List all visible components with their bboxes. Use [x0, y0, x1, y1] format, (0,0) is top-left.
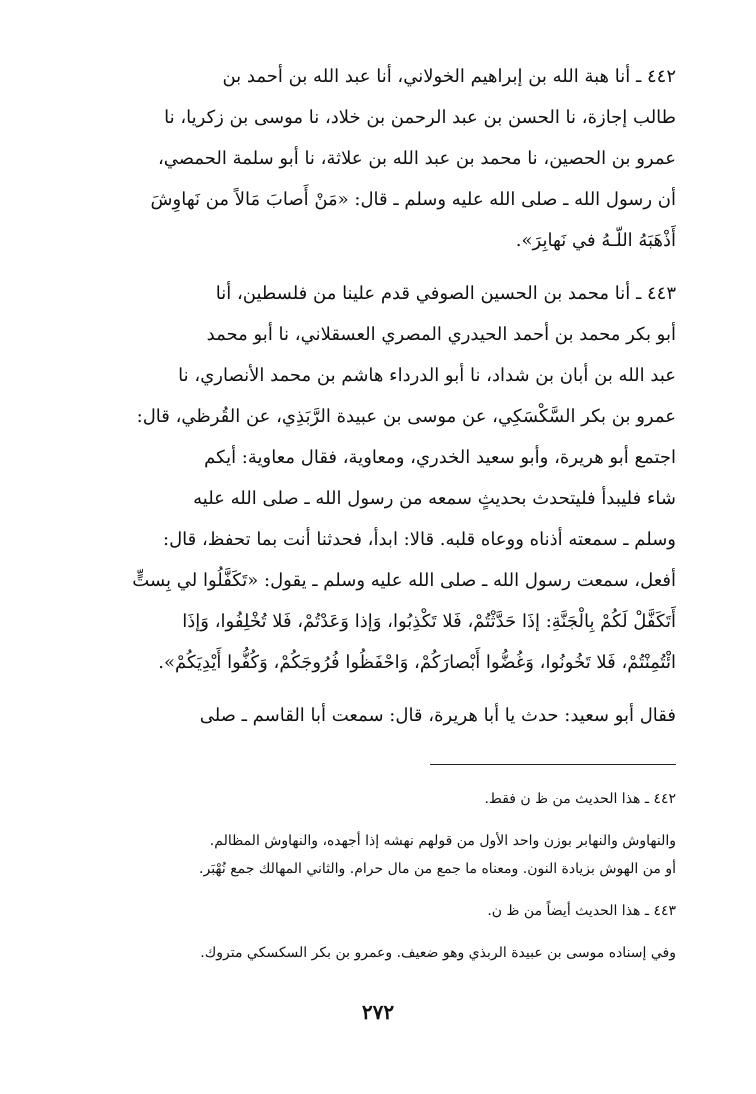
text-line: أفعل، سمعت رسول الله ـ صلى الله عليه وسلم ـ يقول: «تَكَفَّلُوا لي بِستٍّ	[132, 570, 676, 591]
text-line: ٤٤٢ ـ أنا هبة الله بن إبراهيم الخولاني، أنا عبد الله بن أحمد بن	[222, 66, 676, 87]
text-line: طالب إجازة، نا الحسن بن عبد الرحمن بن خلاد، نا موسى بن زكريا، نا	[164, 107, 676, 128]
footnote-443-line: وفي إسناده موسى بن عبيدة الربذي وهو ضعيف. وعمرو بن بكر السكسكي متروك.	[200, 945, 676, 961]
text-line: أَتَكَفَّلْ لَكُمْ بِالْجَنَّةِ: إذَا حَدَّثْتُمْ، فَلا تَكْذِبُوا، وَإذا وَعَدْتُمْ، فَلا تُخْلِفُوا، وَإذَا	[182, 611, 676, 632]
footnote-442-line: أو من الهوش بزيادة النون. ومعناه ما جمع من مال حرام. والثاني المهالك جمع نُهْبَر.	[199, 861, 676, 877]
footnote-divider	[430, 764, 676, 765]
footnote-443-title: ٤٤٣ ـ هذا الحديث أيضاً من ظ ن.	[487, 903, 676, 919]
text-line: فقال أبو سعيد: حدث يا أبا هريرة، قال: سمعت أبا القاسم ـ صلى	[199, 705, 676, 726]
text-line: شاء فليبدأ فليتحدث بحديثٍ سمعه من رسول الله ـ صلى الله عليه	[193, 488, 676, 509]
text-line: عبد الله بن أبان بن شداد، نا أبو الدرداء هاشم بن محمد الأنصاري، نا	[178, 365, 676, 386]
text-line: أَذْهَبَهُ اللّـهُ في نَهابِرَ».	[515, 230, 676, 251]
hadith-443-paragraph	[78, 273, 676, 683]
text-line: عمرو بن الحصين، نا محمد بن عبد الله بن علاثة، نا أبو سلمة الحمصي،	[157, 148, 676, 169]
text-line: وسلم ـ سمعته أذناه ووعاه قلبه. قالا: ابدأ، فحدثنا أنت بما تحفظ، قال:	[163, 529, 676, 550]
text-line: أن رسول الله ـ صلى الله عليه وسلم ـ قال: «مَنْ أَصابَ مَالاً من نَهاوِشَ	[150, 189, 676, 210]
text-line: أبو بكر محمد بن أحمد الحيدري المصري العسقلاني، نا أبو محمد	[206, 324, 676, 345]
footnote-442-title: ٤٤٢ ـ هذا الحديث من ظ ن فقط.	[484, 791, 676, 807]
hadith-442-paragraph	[78, 56, 676, 261]
main-text	[78, 56, 676, 736]
footnotes	[78, 785, 676, 967]
page-number: ٢٧٢	[361, 1000, 395, 1024]
continuation-paragraph	[78, 695, 676, 736]
text-line: اجتمع أبو هريرة، وأبو سعيد الخدري، ومعاوية، فقال معاوية: أيكم	[204, 447, 676, 468]
text-line: ائْتُمِنْتُمْ، فَلا تَخُونُوا، وَغُضُّوا أَبْصارَكُمْ، وَاحْفَظُوا فُرُوجَكُمْ، وَكُفُّوا أَيْدِيَكُمْ».	[158, 652, 676, 673]
text-line: عمرو بن بكر السَّكْسَكِي، عن موسى بن عبيدة الرَّبَذِي، عن القُرظي، قال:	[136, 406, 676, 427]
footnote-442-line: والنهاوش والنهابر بوزن واحد الأول من قولهم نهشه إذا أجهده، والنهاوش المظالم.	[209, 833, 676, 849]
text-line: ٤٤٣ ـ أنا محمد بن الحسين الصوفي قدم علينا من فلسطين، أنا	[215, 283, 676, 304]
